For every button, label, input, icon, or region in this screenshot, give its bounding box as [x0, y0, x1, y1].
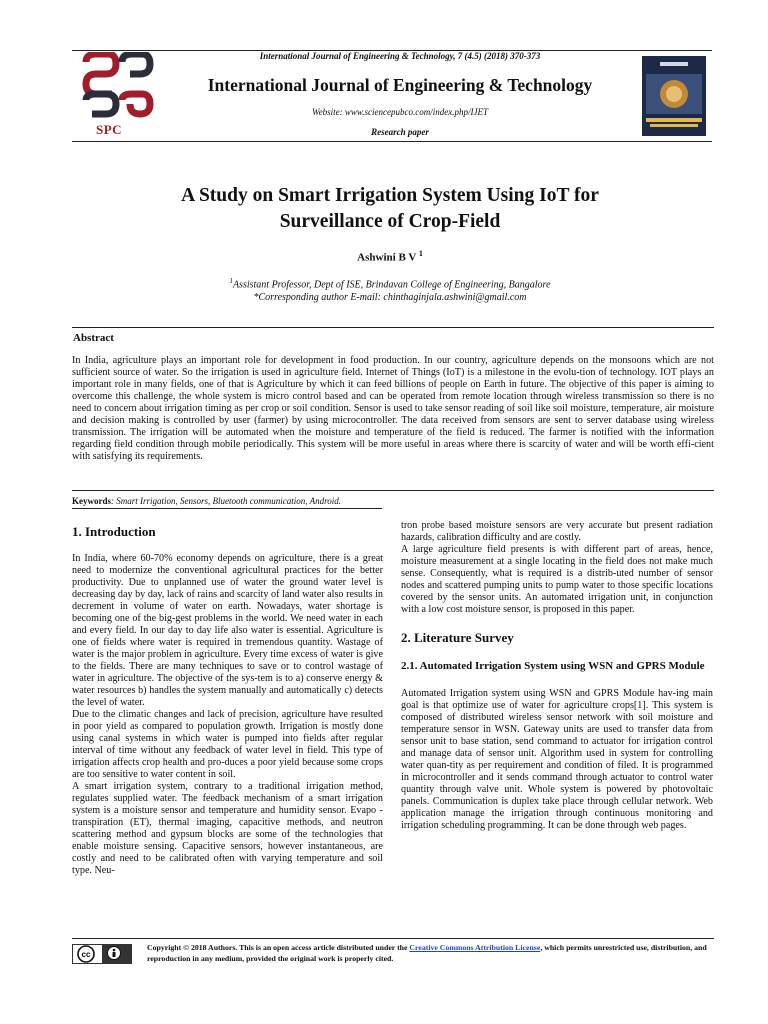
journal-name: International Journal of Engineering & Technology — [207, 75, 593, 95]
journal-cover-image — [642, 56, 706, 136]
intro-paragraph-1: In India, where 60-70% economy depends on agriculture, there is a great need to modernize the conventional agricultural practices for the better productivity. Due to unplanned use of water the ground water level is decreasing day by day, lack of rains and scarcity of land water also results in decrement in volume of water on earth. Nowadays, water shortage is becoming one of the big-gest problems in the world. We need water in each and every field. In our day to day life also water is essential. Agriculture is one of fields where water is required in tremendous quantity. Wastage of water is the major problem in agriculture. Every time excess of water is give to the fields. There are many techniques to save or to control wastage of water in agriculture. The objective of the sys-tem is to a) conserve energy & water resources b) handles the system manually and automatically c) detects the level of water. — [72, 553, 383, 708]
keywords-label: Keywords — [72, 496, 111, 506]
right-column — [401, 520, 713, 832]
affiliation-text: Assistant Professor, Dept of ISE, Brindavan College of Engineering, Bangalore — [232, 279, 551, 291]
paper-title-line-2: Surveillance of Crop-Field — [279, 211, 501, 232]
journal-website[interactable]: Website: www.sciencepubco.com/index.php/IJET — [312, 107, 488, 117]
abstract-heading: Abstract — [73, 332, 114, 344]
section-heading-introduction: 1. Introduction — [72, 524, 156, 539]
right-paragraph-2: A large agriculture field presents is with different part of areas, hence, moisture measurement at a single locating in the field does not make much sense. Consequently, what is required is a distrib-uted number of sensor nodes and scattered pumping units to pump water to those specific locations covered by the sensor units. An automated irrigation unit, in conjunction with a low cost moisture sensor, is proposed in this paper. — [401, 544, 713, 615]
right-paragraph-1: tron probe based moisture sensors are very accurate but present radiation hazards, calibration difficulty and are costly. — [401, 520, 713, 543]
author-affiliation — [80, 275, 700, 304]
paper-type: Research paper — [371, 127, 429, 137]
license-link[interactable]: Creative Commons Attribution License — [409, 943, 541, 952]
journal-citation: International Journal of Engineering & Technology, 7 (4.5) (2018) 370-373 — [259, 51, 541, 61]
abstract-bottom-rule — [72, 490, 714, 491]
subsection-heading-2-1: 2.1. Automated Irrigation System using WSN and GPRS Module — [401, 660, 705, 672]
copyright-text-2: , which permits unrestricted use, distribution, and reproduction in any medium, provided the original work is properly cited. — [147, 943, 707, 963]
keywords — [72, 496, 712, 506]
paper-title-line-1: A Study on Smart Irrigation System Using IoT for — [181, 185, 599, 206]
intro-paragraph-3: A smart irrigation system, contrary to a traditional irrigation method, regulates supplied water. The feedback mechanism of a smart irrigation system is a moisture sensor and temperature and humidity sensor. Evapo - transpiration (ET), thermal imaging, capacitive methods, and neutron scattering method and gypsum blocks are some of the technologies that enable moisture sensing. Capacitive sensors, however instantaneous, are costly and need to be calibrated often with varying temperature and soil type. Neu- — [72, 781, 383, 876]
header-bottom-rule — [72, 141, 712, 142]
affiliation-superscript: 1 — [229, 277, 233, 285]
creative-commons-license-icon[interactable] — [72, 944, 132, 964]
section-heading-literature-survey: 2. Literature Survey — [401, 630, 514, 645]
footer-rule — [72, 938, 714, 939]
svg-text:cc: cc — [81, 950, 91, 959]
author-name — [80, 249, 700, 264]
publisher-logo-text: SPC — [96, 122, 123, 137]
paper-title — [80, 183, 700, 235]
author-superscript: 1 — [418, 249, 423, 258]
keywords-rule — [72, 508, 382, 509]
intro-paragraph-2: Due to the climatic changes and lack of precision, agriculture have resulted in poor yield as compared to population growth. Irrigation is mostly done using canal systems in which water is pumped into fields after regular interval of time without any feedback of water level in field. This type of irrigation affects crop health and pro-duces a poor yield because some crops are too sensitive to water content in soil. — [72, 709, 383, 780]
keywords-text: : Smart Irrigation, Sensors, Bluetooth communication, Android. — [111, 496, 341, 506]
copyright-text-1: Copyright © 2018 Authors. This is an open access article distributed under the — [147, 943, 410, 952]
literature-paragraph-1: Automated Irrigation system using WSN and GPRS Module hav-ing main goal is that optimize use of water for agriculture crops[1]. This system is composed of distributed wireless sensor network with soil moisture and temperature sensor in WSN. Gateway units are used to transfer data from sensor unit to base station, send command to actuator for irrigation control and manage data of sensor unit. Algorithm used in system for controlling water quan-tity as per requirement and condition of filed. It is programmed in microcontroller and it sends command through actuator to control water quantity through valve unit. Whole system is powered by photovoltaic panels. Communication is duplex take place through cellular network. Web application manage the irrigation through continuous monitoring and irrigation scheduling programming. It can be done through web pages. — [401, 688, 713, 831]
left-column — [72, 526, 383, 877]
abstract-text: In India, agriculture plays an important role for development in food production. In our country, agriculture depends on the monsoons which are not sufficient source of water. So the irrigation is used in agriculture field. Internet of Things (IoT) is a milestone in the evolu-tion of technology. IOT plays an important role in many fields, one of that is Agriculture by which it can feed billions of people on Earth in future. The objective of this paper is aiming to overcome this challenge, the whole system is micro control based and can be operated from remote location through wireless transmission so there is no need to concern about irrigation timing as per crop or soil condition. Sensor is used to take sensor reading of soil like soil moisture, temperature, air moisture and decision making is controlled by user (farmer) by using microcontroller. The data received from sensors are sent to server database using wireless transmission. The irrigation will be automated when the moisture and temperature of the field is reduced. The farmer is notified with the information regarding field condition through mobile periodically. This system will be more useful in areas where there is scarcity of water and will be worth effi-cient with satisfying its requirements. — [72, 355, 714, 462]
corresponding-email: *Corresponding author E-mail: chinthaginjala.ashwini@gmail.com — [253, 292, 527, 304]
copyright-notice — [147, 942, 715, 964]
abstract-top-rule — [72, 327, 714, 328]
author-text: Ashwini B V — [357, 251, 417, 264]
